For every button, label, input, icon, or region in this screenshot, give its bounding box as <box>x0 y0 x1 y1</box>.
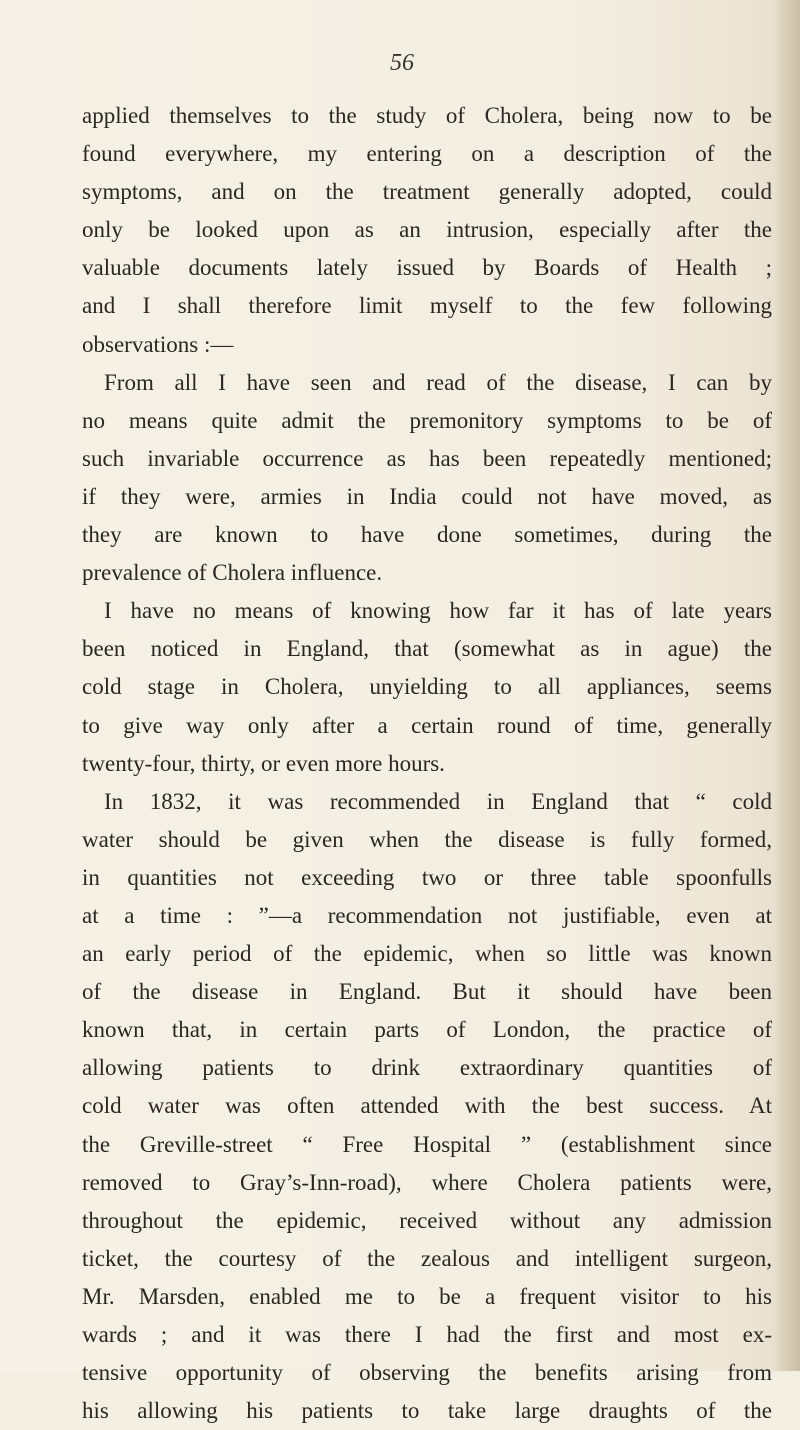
text-line: the Greville-street “ Free Hospital ” (establishment since <box>82 1131 772 1157</box>
text-line: his allowing his patients to take large draughts of the <box>82 1398 772 1424</box>
text-line: From all I have seen and read of the disease, I can by <box>104 369 772 395</box>
text-line: water should be given when the disease is fully formed, <box>82 826 772 852</box>
text-line: tensive opportunity of observing the benefits arising from <box>82 1360 772 1386</box>
text-line: in quantities not exceeding two or three table spoonfulls <box>82 864 772 890</box>
text-line: such invariable occurrence as has been repeatedly mentioned; <box>82 445 772 471</box>
text-line: an early period of the epidemic, when so little was known <box>82 941 772 967</box>
text-line: if they were, armies in India could not have moved, as <box>82 483 772 509</box>
text-line: at a time : ”—a recommendation not justifiable, even at <box>82 902 772 928</box>
text-line: allowing patients to drink extraordinary quantities of <box>82 1055 772 1081</box>
text-line: been noticed in England, that (somewhat as in ague) the <box>82 636 772 662</box>
text-line: observations :— <box>82 331 234 357</box>
text-line: In 1832, it was recommended in England that “ cold <box>104 788 772 814</box>
text-line: no means quite admit the premonitory symptoms to be of <box>82 407 772 433</box>
text-line: ticket, the courtesy of the zealous and intelligent surgeon, <box>82 1245 772 1271</box>
text-line: known that, in certain parts of London, the practice of <box>82 1017 772 1043</box>
text-line: prevalence of Cholera influence. <box>82 560 383 586</box>
text-line: removed to Gray’s-Inn-road), where Cholera patients were, <box>82 1169 772 1195</box>
text-line: applied themselves to the study of Cholera, being now to be <box>82 103 772 128</box>
text-line: I have no means of knowing how far it has of late years <box>104 598 772 624</box>
body-text <box>82 97 772 1430</box>
text-line: throughout the epidemic, received without any admission <box>82 1207 772 1233</box>
text-line: cold stage in Cholera, unyielding to all appliances, seems <box>82 674 772 700</box>
text-line: wards ; and it was there I had the first and most ex- <box>82 1322 772 1347</box>
page-number: 56 <box>390 50 414 76</box>
text-line: valuable documents lately issued by Boards of Health ; <box>82 255 772 281</box>
text-line: twenty-four, thirty, or even more hours. <box>82 750 445 776</box>
text-line: of the disease in England. But it should have been <box>82 979 772 1005</box>
text-line: to give way only after a certain round of time, generally <box>82 712 772 738</box>
text-line: only be looked upon as an intrusion, especially after the <box>82 217 772 243</box>
text-line: they are known to have done sometimes, during the <box>82 522 772 548</box>
text-line: found everywhere, my entering on a description of the <box>82 141 772 167</box>
page-edge <box>774 0 800 1371</box>
text-line: and I shall therefore limit myself to the few following <box>82 293 772 319</box>
text-line: Mr. Marsden, enabled me to be a frequent visitor to his <box>82 1283 772 1309</box>
text-line: cold water was often attended with the best success. At <box>82 1093 772 1119</box>
text-line: symptoms, and on the treatment generally adopted, could <box>82 179 772 205</box>
